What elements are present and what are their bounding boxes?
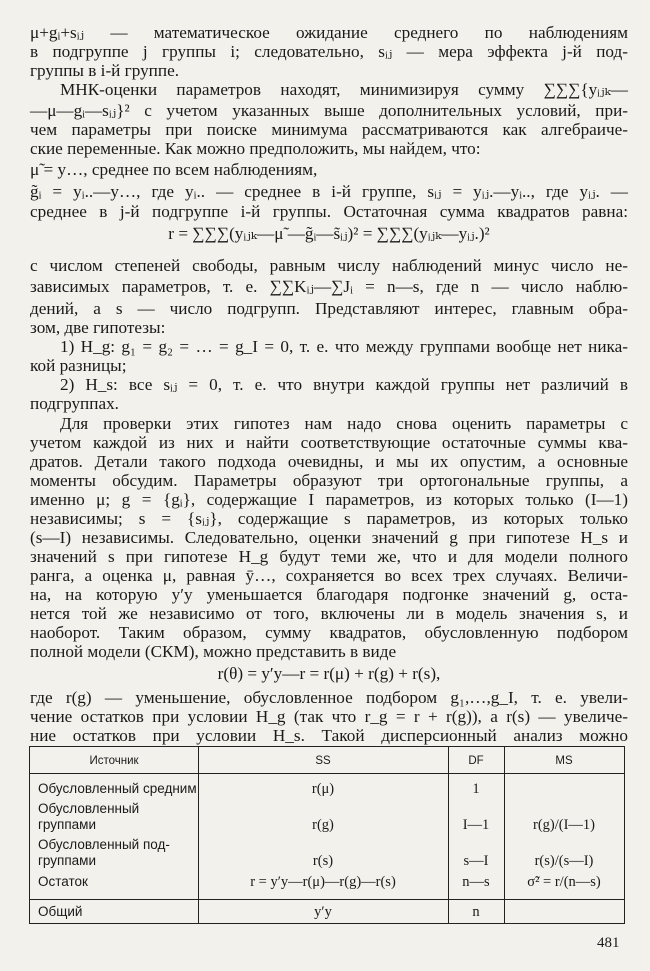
table-cell-df: 1	[472, 781, 480, 797]
table-cell-source: Обусловленный под-	[38, 837, 170, 852]
text-line: дений, а s — число подгрупп. Представляют интерес, главным обра-	[30, 299, 628, 318]
table-cell-ss: r = y′y—r(μ)—r(g)—r(s)	[250, 874, 396, 890]
text-line: среднее в j-й подгруппе i-й группы. Остаточная сумма квадратов равна:	[30, 202, 628, 221]
text-line: кой разницы;	[30, 356, 127, 375]
text-line: значений s при гипотезе H_g будут теми же, что и для модели полного	[30, 547, 628, 566]
text-line: полной модели (СКМ), можно представить в виде	[30, 642, 397, 661]
table-header-ms: MS	[555, 755, 573, 767]
text-line: независимы; s = {sᵢⱼ}, содержащие s параметров, из которых только	[30, 509, 628, 528]
table-cell-df: I—1	[462, 817, 490, 833]
text-line: μ̃ = y…, среднее по всем наблюдениям,	[30, 160, 318, 179]
equation: r(θ) = y′y—r = r(μ) + r(g) + r(s),	[217, 664, 441, 683]
text-line: Для проверки этих гипотез нам надо снова оценить параметры с	[60, 414, 628, 433]
table-header-source: Источник	[89, 755, 139, 767]
table-cell-df: n—s	[462, 874, 490, 890]
text-line: ранга, а оценка μ, равная ȳ…, сохраняется во всех трех случаях. Величи-	[30, 566, 628, 585]
text-line: —μ—gᵢ—sᵢⱼ}² с учетом указанных выше дополнительных условий, при-	[30, 101, 628, 120]
table-cell-ms: σ̃² = r/(n—s)	[527, 874, 601, 890]
text-line: моменты обсудим. Параметры образуют три ортогональные группы, а	[30, 471, 628, 490]
table-cell-ss: y′y	[314, 904, 332, 920]
table-header-df: DF	[468, 755, 484, 767]
text-line: зом, две гипотезы:	[30, 318, 166, 337]
table-cell-source: группами	[38, 853, 96, 868]
table-cell-ms: r(g)/(I—1)	[532, 817, 595, 833]
table-cell-ss: r(g)	[312, 817, 334, 833]
text-line: дратов. Детали такого подхода очевидны, и мы их опустим, а основные	[30, 452, 628, 471]
table-cell-source: группами	[38, 817, 96, 832]
table-divider	[30, 899, 624, 900]
text-line: g̃ᵢ = yᵢ..—y…, где yᵢ.. — среднее в i-й группе, sᵢⱼ = yᵢⱼ.—yᵢ.., где yᵢⱼ. —	[30, 182, 628, 201]
text-line: группы в i-й группе.	[30, 61, 179, 80]
text-line: 1) H_g: g₁ = g₂ = … = g_I = 0, т. е. что между группами вообще нет ника-	[60, 337, 628, 356]
text-line: зависимых параметров, т. е. ∑∑Kᵢⱼ—∑Jᵢ = n—s, где n — число наблю-	[30, 277, 628, 296]
text-line: (s—I) независимы. Следовательно, оценки значений g при гипотезе H_s и	[30, 528, 628, 547]
text-line: на, на которую y′y уменьшается благодаря подгонке значений g, оста-	[30, 585, 628, 604]
text-line: ские переменные. Как можно предположить, мы найдем, что:	[30, 139, 481, 158]
table-cell-ms: r(s)/(s—I)	[534, 853, 594, 869]
text-line: μ+gᵢ+sᵢⱼ — математическое ожидание среднего по наблюдениям	[30, 23, 628, 42]
anova-table	[29, 746, 625, 924]
text-line: наоборот. Таким образом, сумму квадратов, обусловленную подбором	[30, 623, 628, 642]
text-line: ние остатков при условии H_s. Такой дисперсионный анализ можно	[30, 726, 628, 745]
text-line: 2) H_s: все sᵢⱼ = 0, т. е. что внутри каждой группы нет различий в	[60, 375, 628, 394]
table-cell-df: n	[472, 904, 480, 920]
text-line: с числом степеней свободы, равным числу наблюдений минус число не-	[30, 256, 628, 275]
table-header-ss: SS	[315, 755, 331, 767]
table-cell-ss: r(μ)	[311, 781, 335, 797]
text-line: нется той же независимо от того, включены ли в модель значения s, и	[30, 604, 628, 623]
table-divider	[30, 773, 624, 774]
text-line: именно μ; g = {gᵢ}, содержащие I параметров, из которых только (I—1)	[30, 490, 628, 509]
text-line: в подгруппе j группы i; следовательно, sᵢⱼ — мера эффекта j-й под-	[30, 42, 628, 61]
text-line: чение остатков при условии H_g (так что r_g = r + r(g)), а r(s) — увеличе-	[30, 707, 628, 726]
equation: r = ∑∑∑(yᵢⱼₖ—μ̃ —g̃ᵢ—s̃ᵢⱼ)² = ∑∑∑(yᵢⱼₖ—yᵢⱼ.)²	[168, 224, 490, 243]
text-line: где r(g) — уменьшение, обусловленное подбором g₁,…,g_I, т. е. увели-	[30, 688, 628, 707]
page-number: 481	[597, 935, 620, 951]
text-line: учетом каждой из них и найти соответствующие остаточные суммы ква-	[30, 433, 628, 452]
text-line: подгруппах.	[30, 394, 119, 413]
text-line: МНК-оценки параметров находят, минимизируя сумму ∑∑∑{yᵢⱼₖ—	[60, 80, 628, 99]
table-cell-source: Обусловленный	[38, 801, 140, 816]
table-cell-source: Остаток	[38, 874, 88, 889]
table-cell-source: Общий	[38, 904, 83, 919]
table-cell-ss: r(s)	[312, 853, 334, 869]
table-cell-source: Обусловленный средним	[38, 781, 197, 796]
text-line: чем параметры при поиске минимума рассматриваются как алгебраиче-	[30, 120, 628, 139]
table-cell-df: s—I	[463, 853, 489, 869]
